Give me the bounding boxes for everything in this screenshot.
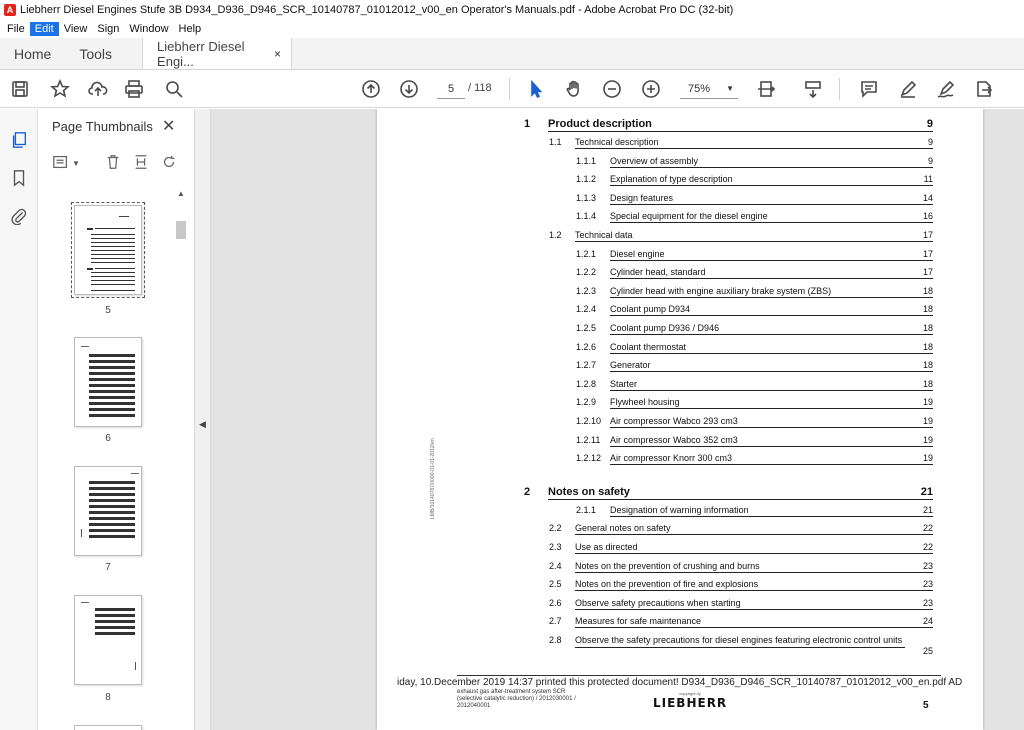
window-title: Liebherr Diesel Engines Stufe 3B D934_D936_D946_SCR_10140787_01012012_v00_en Operator's Manuals.pdf - Adobe Acrobat Pro DC (32-bit) (20, 4, 734, 16)
toc-title[interactable]: Air compressor Knorr 300 cm3 (610, 453, 933, 465)
toc-page-number: 19 (922, 453, 933, 464)
toc-number: 2.6 (549, 597, 562, 608)
toc-number: 1.1.3 (576, 192, 597, 203)
attachments-paperclip-icon[interactable] (8, 205, 30, 227)
toc-number: 1.2.2 (576, 267, 597, 278)
menu-view[interactable]: View (63, 23, 88, 35)
tab-bar (0, 38, 1024, 70)
previous-page-icon[interactable] (359, 77, 383, 101)
toc-title[interactable]: Technical data (575, 230, 933, 242)
collapse-arrow-icon[interactable]: ◀ (199, 419, 206, 429)
toc-page-number: 17 (922, 248, 933, 259)
toc-page-number: 14 (922, 192, 933, 203)
thumbnail-scrollbar[interactable] (175, 189, 187, 730)
zoom-level-value: 75% (688, 82, 711, 95)
liebherr-logo (653, 691, 727, 710)
toc-number: 1.2 (549, 230, 562, 240)
next-page-icon[interactable] (397, 77, 421, 101)
thumbnail-label: 6 (105, 433, 111, 444)
toc-page-number: 9 (926, 118, 933, 130)
tab-document-label: Liebherr Diesel Engi... (157, 38, 245, 69)
toc-title[interactable]: Coolant pump D936 / D946 (610, 323, 933, 335)
comment-icon[interactable] (857, 77, 881, 101)
toc-page-number: 18 (922, 285, 933, 296)
toc-number: 1.2.7 (576, 360, 597, 371)
page-number-input[interactable] (437, 79, 465, 99)
left-nav-strip (0, 109, 38, 730)
toc-title[interactable]: Notes on the prevention of crushing and burns (575, 561, 933, 573)
toolbar-divider (509, 78, 510, 100)
page-thumbnail-6[interactable] (74, 337, 142, 427)
toc-number: 1.2.4 (576, 304, 597, 315)
toc-page-number: 18 (922, 323, 933, 333)
toc-page-number: 21 (922, 504, 933, 515)
toc-number: 1.1.4 (576, 211, 597, 222)
toc-title[interactable]: Air compressor Wabco 352 cm3 (610, 435, 933, 447)
footer-line-3: 2012040001 (457, 703, 491, 709)
toc-title[interactable]: Designation of warning information (610, 505, 933, 517)
toc-number: 1.2.11 (576, 434, 601, 445)
toc-title[interactable]: Observe the safety precautions for diesel engines featuring electronic control units (575, 635, 905, 648)
toc-number: 1.1.1 (576, 155, 597, 166)
toc-page-number: 18 (922, 341, 933, 352)
toc-page-number: 23 (922, 579, 933, 590)
toc-page-number: 22 (922, 542, 933, 552)
print-icon[interactable] (122, 77, 146, 101)
toc-title[interactable]: Special equipment for the diesel engine (610, 211, 933, 223)
hand-tool-icon[interactable] (562, 77, 586, 101)
toc-page-number: 24 (922, 616, 933, 627)
thumbnail-label: 7 (105, 562, 111, 573)
thumbnail-label: 8 (105, 692, 111, 703)
toc-page-number: 23 (922, 560, 933, 571)
toc-page-number: 22 (922, 523, 933, 534)
zoom-in-icon[interactable] (639, 77, 663, 101)
toc-page-number: 19 (922, 397, 933, 408)
cloud-upload-icon[interactable] (86, 77, 110, 101)
page-thumbnail-9[interactable] (74, 725, 142, 730)
toc-title[interactable]: Design features (610, 193, 933, 205)
toc-number: 1.2.5 (576, 323, 597, 333)
page-thumbnails-panel (38, 109, 195, 730)
toc-page-number: 25 (922, 646, 933, 656)
panel-title: Page Thumbnails (52, 119, 153, 134)
footer-text (457, 689, 627, 710)
toc-page-number: 23 (922, 597, 933, 608)
page-thumbnail-7[interactable] (74, 466, 142, 556)
toc-number: 1 (524, 118, 531, 130)
page-fit-icon[interactable] (754, 77, 778, 101)
toc-title[interactable]: Cylinder head with engine auxiliary brake system (ZBS) (610, 286, 933, 298)
toc-number: 2.5 (549, 579, 562, 590)
toc-number: 1.2.8 (576, 378, 597, 389)
menu-edit[interactable]: Edit (30, 22, 59, 36)
page-thumbnails-icon[interactable] (8, 129, 30, 151)
toc-title[interactable]: Cylinder head, standard (610, 267, 933, 279)
toc-title[interactable]: Generator (610, 360, 933, 372)
toc-page-number: 9 (927, 137, 933, 147)
toc-page-number: 18 (922, 360, 933, 371)
toc-page-number: 19 (922, 434, 933, 445)
toc-number: 2.2 (549, 523, 562, 534)
footer-line-1: exhaust gas after-treatment system SCR (457, 689, 566, 695)
tab-tools[interactable]: Tools (79, 45, 113, 62)
toc-title[interactable]: Measures for safe maintenance (575, 616, 933, 628)
toc-title[interactable]: Flywheel housing (610, 397, 933, 409)
tab-home[interactable]: Home (14, 45, 52, 62)
toc-page-number: 16 (922, 211, 933, 222)
logo-copyright: copyright by (679, 691, 701, 696)
toc-title[interactable]: General notes on safety (575, 523, 933, 535)
close-icon[interactable]: ✕ (162, 118, 176, 135)
toc-page-number: 21 (920, 485, 933, 498)
bookmarks-icon[interactable] (8, 167, 30, 189)
zoom-level-dropdown[interactable] (680, 79, 738, 99)
toc-title[interactable]: Notes on the prevention of fire and explosions (575, 579, 933, 591)
logo-text: LIEBHERR (653, 696, 728, 710)
menu-file[interactable]: File (7, 23, 25, 35)
main-toolbar (0, 70, 1024, 108)
select-cursor-icon[interactable] (524, 77, 548, 101)
toc-title[interactable]: Use as directed (575, 542, 933, 554)
highlight-pen-icon[interactable] (896, 77, 920, 101)
toc-number: 2.7 (549, 616, 562, 627)
toc-title[interactable]: Explanation of type description (610, 174, 933, 186)
toc-page-number: 19 (922, 416, 933, 426)
pdf-page (377, 109, 983, 730)
toolbar-divider (839, 78, 840, 100)
page-thumbnail-5[interactable] (74, 205, 142, 295)
tab-close-icon[interactable]: × (274, 46, 282, 61)
page-footer-number: 5 (923, 700, 929, 711)
toc-page-number: 17 (922, 267, 933, 278)
page-thumbnail-8[interactable] (74, 595, 142, 685)
scroll-mode-icon[interactable] (801, 77, 825, 101)
toc-number: 1.1 (549, 137, 562, 147)
footer-line-2: (selective catalytic reduction) / 2012030001 / (457, 696, 576, 702)
toc-title[interactable]: Coolant pump D934 (610, 304, 933, 316)
acrobat-icon: A (4, 4, 16, 16)
toc-number: 1.2.1 (576, 248, 597, 259)
toc-number: 2.1.1 (576, 504, 597, 515)
menu-sign[interactable]: Sign (97, 23, 120, 35)
toc-title[interactable]: Overview of assembly (610, 156, 933, 168)
toc-number: 1.2.12 (576, 453, 602, 464)
sign-icon[interactable] (934, 77, 958, 101)
panel-collapse-strip[interactable] (195, 109, 211, 730)
window-title-bar (0, 0, 1024, 20)
scrollbar-thumb[interactable] (176, 221, 186, 239)
toc-title[interactable]: Starter (610, 379, 933, 391)
toc-number: 1.2.10 (576, 416, 602, 426)
menu-window[interactable]: Window (129, 23, 169, 35)
toc-page-number: 9 (927, 155, 933, 166)
toc-page-number: 11 (923, 174, 933, 185)
menu-help[interactable]: Help (178, 23, 202, 35)
toc-title[interactable]: Product description (548, 118, 933, 132)
save-icon[interactable] (8, 77, 32, 101)
toc-title[interactable]: Notes on safety (548, 486, 933, 500)
insert-page-icon[interactable] (132, 153, 150, 173)
page-total: / 118 (468, 82, 492, 94)
bookmark-star-icon[interactable] (48, 77, 72, 101)
search-zoom-icon[interactable] (162, 77, 186, 101)
rotate-page-icon[interactable] (160, 153, 178, 173)
toc-number: 2.3 (549, 542, 562, 552)
toc-number: 1.1.2 (576, 174, 597, 185)
toc-page-number: 18 (922, 378, 933, 389)
footer-divider (457, 675, 941, 676)
toc-number: 2.4 (549, 560, 562, 571)
toc-title[interactable]: Diesel engine (610, 249, 933, 261)
document-view[interactable] (211, 109, 1024, 730)
toc-number: 2 (524, 485, 531, 498)
toc-title[interactable]: Air compressor Wabco 293 cm3 (610, 416, 933, 428)
tab-document[interactable] (142, 38, 292, 69)
document-side-code: LMB/10140787/0000-01-01-2012/en (430, 438, 436, 519)
toc-page-number: 17 (922, 230, 933, 240)
share-export-icon[interactable] (972, 77, 996, 101)
menu-bar (0, 20, 1024, 38)
print-watermark: iday, 10.December 2019 14:37 printed this protected document! D934_D936_D946_SCR_10140787_01012012_v00_en.pdf AD (397, 677, 963, 688)
toc-title[interactable]: Coolant thermostat (610, 342, 933, 354)
scroll-up-icon[interactable]: ▲ (177, 189, 185, 198)
toc-title[interactable]: Technical description (575, 137, 933, 149)
delete-page-icon[interactable] (104, 153, 122, 173)
zoom-out-icon[interactable] (600, 77, 624, 101)
toc-title[interactable]: Observe safety precautions when starting (575, 598, 933, 610)
toc-number: 1.2.6 (576, 341, 597, 352)
toc-page-number: 18 (922, 304, 933, 315)
thumbnail-options-icon[interactable]: ▼ (52, 153, 80, 173)
toc-number: 1.2.3 (576, 285, 597, 296)
toc-number: 1.2.9 (576, 397, 597, 408)
chevron-down-icon: ▼ (726, 84, 734, 93)
thumbnail-label: 5 (105, 305, 111, 316)
toc-number: 2.8 (549, 635, 562, 645)
